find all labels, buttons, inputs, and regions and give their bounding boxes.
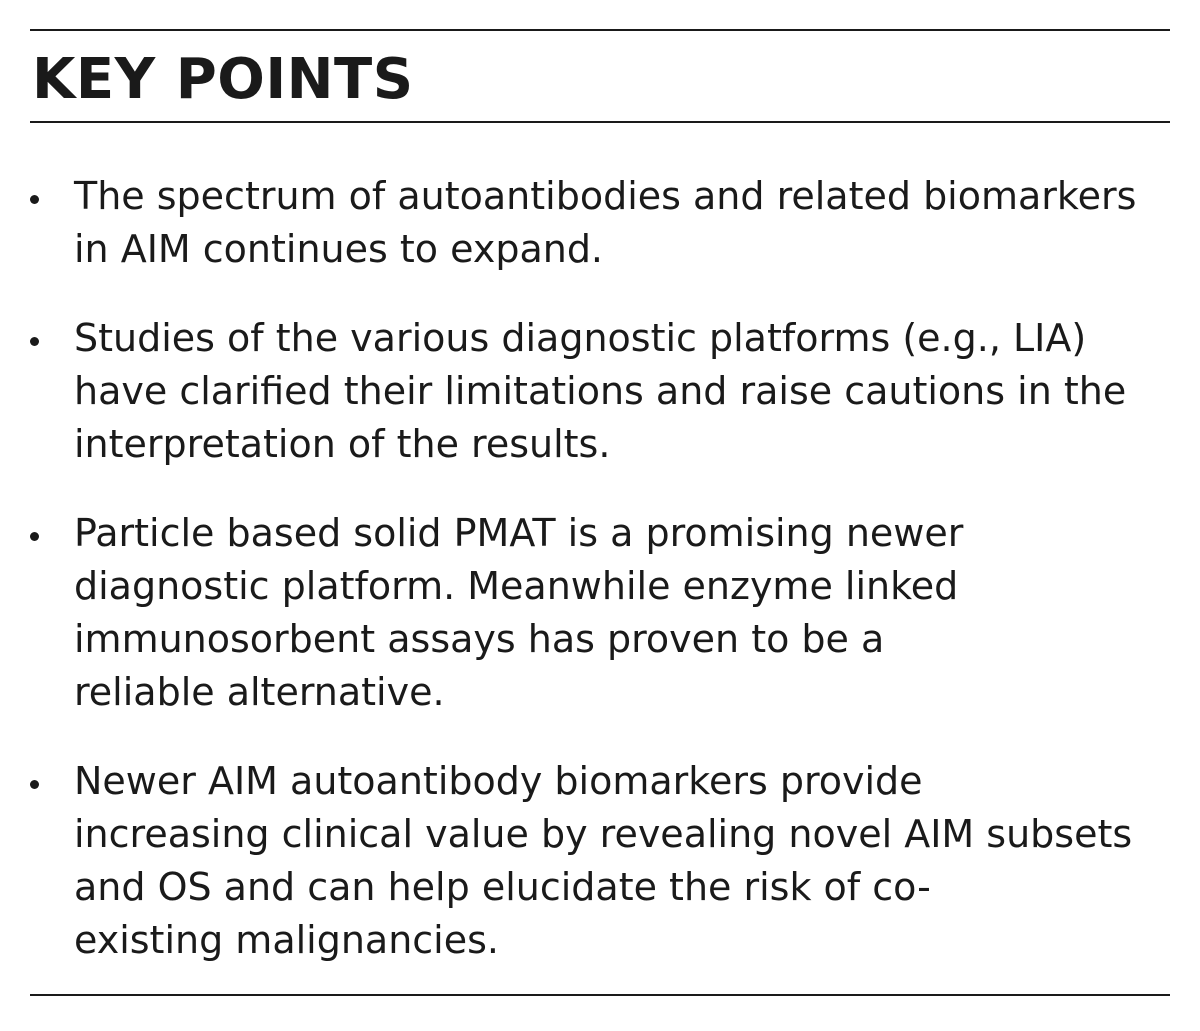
key-point-line: reliable alternative. xyxy=(74,670,445,714)
bullet-icon xyxy=(30,780,39,789)
key-point-line: have clarified their limitations and raise cautions in the xyxy=(74,369,1127,413)
top-rule xyxy=(30,29,1170,31)
key-point-1 xyxy=(30,170,1170,276)
bottom-rule xyxy=(30,994,1170,996)
key-point-line: in AIM continues to expand. xyxy=(74,227,604,271)
heading-rule xyxy=(30,121,1170,123)
bullet-icon xyxy=(30,195,39,204)
key-point-line: Studies of the various diagnostic platforms (e.g., LIA) xyxy=(74,316,1087,360)
key-point-4 xyxy=(30,755,1170,967)
key-point-2 xyxy=(30,312,1170,471)
key-point-line: Newer AIM autoantibody biomarkers provide xyxy=(74,759,923,803)
key-point-line: existing malignancies. xyxy=(74,918,499,962)
key-point-line: diagnostic platform. Meanwhile enzyme linked xyxy=(74,564,959,608)
key-point-line: Particle based solid PMAT is a promising newer xyxy=(74,511,964,555)
key-points-heading: KEY POINTS xyxy=(32,47,414,112)
key-points-box xyxy=(30,0,1170,1031)
key-point-line: interpretation of the results. xyxy=(74,422,611,466)
key-point-3 xyxy=(30,507,1170,719)
key-point-line: The spectrum of autoantibodies and related biomarkers xyxy=(74,174,1137,218)
key-points-list xyxy=(30,170,1170,1003)
bullet-icon xyxy=(30,337,39,346)
key-point-line: immunosorbent assays has proven to be a xyxy=(74,617,885,661)
key-point-line: and OS and can help elucidate the risk of co- xyxy=(74,865,931,909)
key-point-line: increasing clinical value by revealing novel AIM subsets xyxy=(74,812,1133,856)
bullet-icon xyxy=(30,532,39,541)
